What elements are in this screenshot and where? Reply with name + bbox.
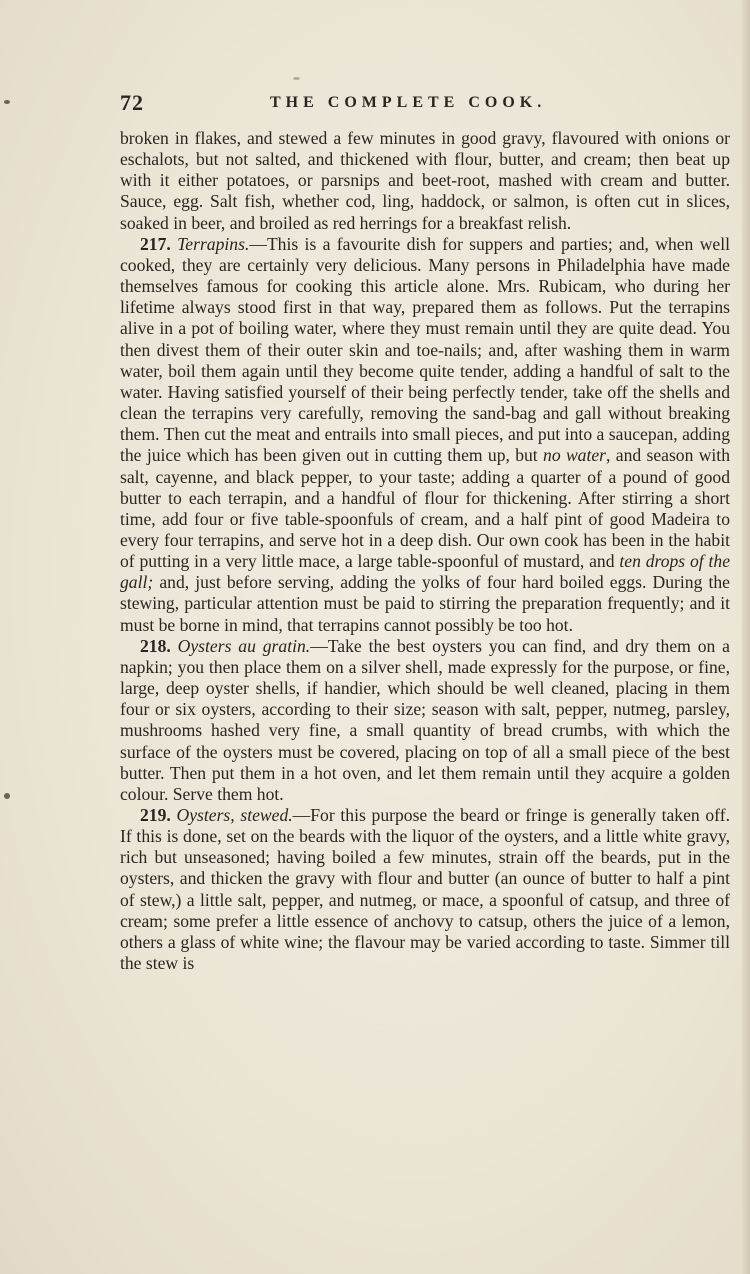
page-number: 72 bbox=[120, 90, 144, 115]
entry-number: 219. bbox=[140, 805, 171, 825]
entry-title: Oysters, stewed. bbox=[176, 805, 293, 825]
continuation-paragraph: broken in flakes, and stewed a few minutes in good gravy, flavoured with onions or eschalots, but not salted, and thickened with flour, butter, and cream; then beat up with it either potatoes, or parsnips and beet-root, mashed with cream and butter. Sauce, egg. Salt fish, whether cod, ling, haddock, or salmon, is often cut in slices, soaked in beer, and broiled as red herrings for a breakfast relish. bbox=[120, 128, 730, 233]
emphasis-text: no water bbox=[543, 445, 607, 466]
entry-text: , and season with salt, cayenne, and black pepper, to your taste; adding a quarter of a pound of good butter to each terrapin, and a handful of flour for thickening. After stirring a short time, add four or five table-spoonfuls of cream, and a half pint of good Madeira to every four terrapins, and serve hot in a deep dish. Our own cook has been in the habit of putting in a very little mace, a large table-spoonful of mustard, and bbox=[120, 445, 730, 572]
paper-speck bbox=[293, 77, 300, 80]
entry-number: 217. bbox=[140, 233, 171, 254]
page-header bbox=[120, 90, 730, 120]
paper-speck bbox=[4, 100, 10, 104]
recipe-entry: 219. Oysters, stewed.—For this purpose the beard or fringe is generally taken off. If this is done, set on the beards with the liquor of the oysters, and a little white gravy, rich but unseasoned; having boiled a few minutes, strain off the beards, put in the oysters, and thicken the gravy with flour and butter (an ounce of butter to half a pint of stew,) a little salt, pepper, and nutmeg, or mace, a spoonful of catsup, and three of cream; some prefer a little essence of anchovy to catsup, others the juice of a lemon, others a glass of white wine; the flavour may be varied according to taste. Simmer till the stew is bbox=[120, 805, 730, 974]
entry-title: Oysters au gratin. bbox=[177, 635, 311, 656]
entry-text: Take the best oysters you can find, and dry them on a napkin; you then place them on a silver shell, made expressly for the purpose, or fine, large, deep oyster shells, if handier, which should be well cleaned, placing in them four or six oysters, according to their size; season with salt, pepper, nutmeg, parsley, mushrooms hashed very fine, a small quantity of bread crumbs, with which the surface of the oysters must be covered, placing on top of all a small piece of the best butter. Then put them in a hot oven, and let them remain until they acquire a golden colour. Serve them hot. bbox=[120, 635, 730, 804]
entry-number: 218. bbox=[140, 635, 171, 656]
entry-title: Terrapins. bbox=[177, 233, 250, 254]
entry-text: and, just before serving, adding the yolks of four hard boiled eggs. During the stewing, particular attention must be paid to stirring the preparation frequently; and it must be borne in mind, that terrapins cannot possibly be too hot. bbox=[120, 572, 730, 635]
paper-speck bbox=[4, 793, 10, 799]
body-text bbox=[120, 128, 730, 974]
entry-text: For this purpose the beard or fringe is generally taken off. If this is done, set on the beards with the liquor of the oysters, and a little white gravy, rich but unseasoned; having boiled a few minutes, strain off the beards, put in the oysters, and thicken the gravy with flour and butter (an ounce of butter to half a pint of stew,) a little salt, pepper, and nutmeg, or mace, a spoonful of catsup, and three of cream; some prefer a little essence of anchovy to catsup, others the juice of a lemon, others a glass of white wine; the flavour may be varied according to taste. Simmer till the stew is bbox=[120, 805, 730, 974]
entry-text: This is a favourite dish for suppers and parties; and, when well cooked, they are certainly very delicious. Many persons in Philadelphia have made themselves famous for cooking this article alone. Mrs. Rubicam, who during her lifetime always stood first in that way, prepared them as follows. Put the terrapins alive in a pot of boiling water, where they must remain until they are quite dead. You then divest them of their outer skin and toe-nails; and, after washing them in warm water, boil them again until they become quite tender, adding a handful of salt to the water. Having satisfied yourself of their being perfectly tender, take off the shells and clean the terrapins very carefully, removing the sand-bag and gall without breaking them. Then cut the meat and entrails into small pieces, and put into a saucepan, adding the juice which has been given out in cutting them up, but bbox=[120, 233, 730, 466]
page-gutter-shadow bbox=[742, 0, 750, 1274]
emphasis-text: ten drops of the gall; bbox=[120, 551, 730, 593]
recipe-entry: 218. Oysters au gratin.—Take the best oysters you can find, and dry them on a napkin; you then place them on a silver shell, made expressly for the purpose, or fine, large, deep oyster shells, if handier, which should be well cleaned, placing in them four or six oysters, according to their size; season with salt, pepper, nutmeg, parsley, mushrooms hashed very fine, a small quantity of bread crumbs, with which the surface of the oysters must be covered, placing on top of all a small piece of the best butter. Then put them in a hot oven, and let them remain until they acquire a golden colour. Serve them hot. bbox=[120, 635, 730, 804]
running-title: THE COMPLETE COOK. bbox=[270, 94, 547, 111]
recipe-entry: 217. Terrapins.—This is a favourite dish for suppers and parties; and, when well cooked, they are certainly very delicious. Many persons in Philadelphia have made themselves famous for cooking this article alone. Mrs. Rubicam, who during her lifetime always stood first in that way, prepared them as follows. Put the terrapins alive in a pot of boiling water, where they must remain until they are quite dead. You then divest them of their outer skin and toe-nails; and, after washing them in warm water, boil them again until they become quite tender, adding a handful of salt to the water. Having satisfied yourself of their being perfectly tender, take off the shells and clean the terrapins very carefully, removing the sand-bag and gall without breaking them. Then cut the meat and entrails into small pieces, and put into a saucepan, adding the juice which has been given out in cutting them up, but no water, and season with salt, cayenne, and black pepper, to your taste; adding a quarter of a pound of good butter to each terrapin, and a handful of flour for thickening. After stirring a short time, add four or five table-spoonfuls of cream, and a half pint of good Madeira to every four terrapins, and serve hot in a deep dish. Our own cook has been in the habit of putting in a very little mace, a large table-spoonful of mustard, and ten drops of the gall; and, just before serving, adding the yolks of four hard boiled eggs. During the stewing, particular attention must be paid to stirring the preparation frequently; and it must be borne in mind, that terrapins cannot possibly be too hot. bbox=[120, 233, 730, 635]
